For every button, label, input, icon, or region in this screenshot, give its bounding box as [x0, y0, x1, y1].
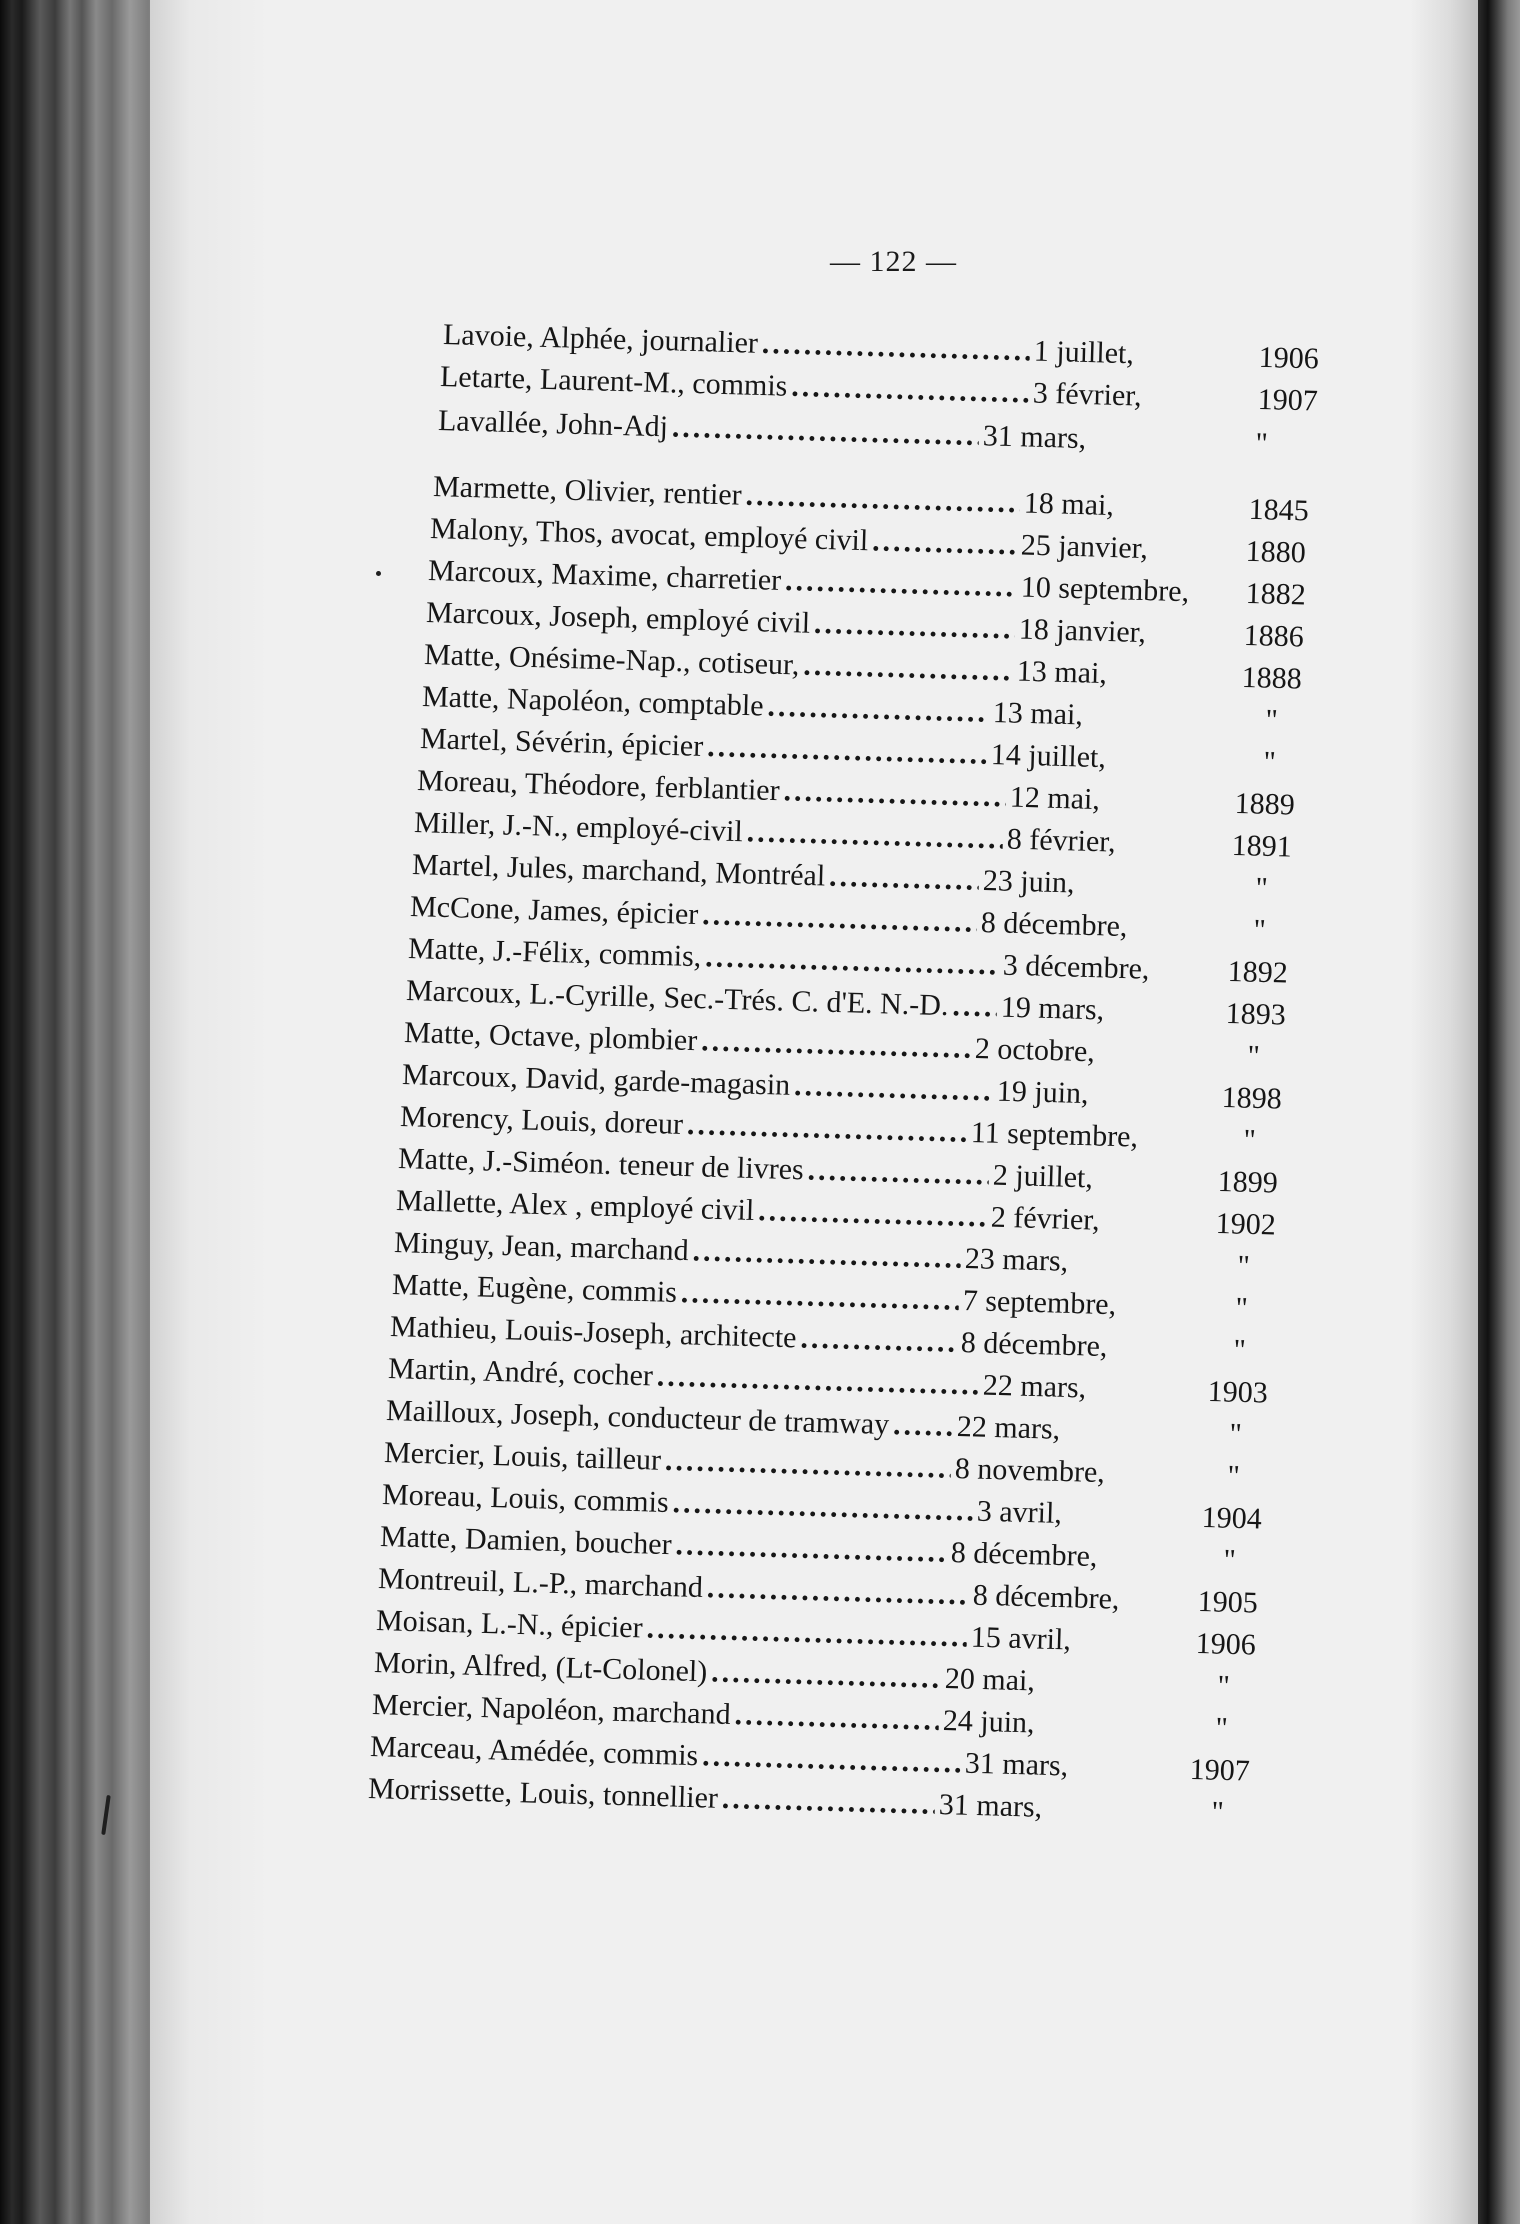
entry-year: ": [1233, 1333, 1247, 1367]
entry-year: 1898: [1221, 1080, 1283, 1116]
entry-date: 13 mai,: [992, 695, 1084, 732]
entry-name: Mercier, Louis, tailleur: [383, 1436, 662, 1477]
entry-name: Letarte, Laurent-M., commis: [439, 360, 788, 403]
entry-date: 8 décembre,: [980, 905, 1128, 944]
entry-year: ": [1227, 1459, 1241, 1493]
entry-name: Moisan, L.-N., épicier: [375, 1604, 644, 1645]
entry-year: 1903: [1207, 1374, 1269, 1410]
dot-leader: [872, 524, 1018, 562]
entry-date: 3 décembre,: [1002, 948, 1150, 986]
dot-leader: [707, 730, 988, 772]
entry-name: McCone, James, épicier: [409, 890, 699, 932]
entry-date: 19 mars,: [1000, 990, 1105, 1027]
entry-name: Moreau, Théodore, ferblantier: [416, 764, 781, 808]
entry-year: 1845: [1248, 492, 1310, 528]
entry-date: 2 février,: [990, 1200, 1101, 1237]
dot-leader: [680, 1276, 959, 1318]
entry-name: Marceau, Amédée, commis: [369, 1730, 699, 1773]
entry-date: 19 juin,: [996, 1074, 1089, 1111]
entry-name: Lavallée, John-Adj: [437, 404, 669, 444]
entry-name: Matte, Damien, boucher: [379, 1520, 673, 1562]
entry-year: 1905: [1197, 1584, 1259, 1620]
entry-date: 13 mai,: [1016, 654, 1108, 691]
dot-leader: [702, 898, 978, 940]
entry-date: 15 avril,: [970, 1620, 1072, 1657]
entry-year: ": [1215, 1711, 1229, 1745]
entry-date: 3 avril,: [976, 1494, 1063, 1530]
entry-date: 20 mai,: [944, 1661, 1036, 1698]
dot-leader: [706, 1571, 969, 1612]
entry-year: 1892: [1227, 954, 1289, 990]
entry-name: Malony, Thos, avocat, employé civil: [429, 512, 869, 558]
entry-year: 1893: [1225, 996, 1287, 1032]
dot-leader: [803, 649, 1014, 689]
dot-leader: [783, 774, 1006, 814]
ink-speck: [376, 571, 381, 576]
entry-year: 1906: [1258, 340, 1320, 376]
entry-name: Martel, Jules, marchand, Montréal: [411, 848, 826, 893]
entry-year: 1907: [1189, 1752, 1251, 1788]
dot-leader: [893, 1408, 954, 1444]
dot-leader: [721, 1782, 935, 1822]
dot-leader: [791, 370, 1029, 411]
entry-year: ": [1263, 745, 1277, 779]
entry-year: 1886: [1243, 618, 1305, 654]
dot-leader: [761, 327, 1030, 368]
entry-name: Martin, André, cocher: [387, 1352, 654, 1393]
entry-date: 31 mars,: [938, 1787, 1043, 1824]
entry-date: 18 janvier,: [1018, 612, 1147, 650]
dot-leader: [702, 1739, 962, 1780]
entry-year: ": [1235, 1291, 1249, 1325]
dot-leader: [745, 479, 1020, 521]
entry-date: 14 juillet,: [990, 737, 1107, 775]
dot-leader: [814, 607, 1016, 647]
dot-leader: [734, 1698, 939, 1738]
entry-year: ": [1237, 1249, 1251, 1283]
dot-leader: [671, 411, 979, 454]
entry-name: Mallette, Alex , employé civil: [395, 1184, 755, 1227]
entry-name: Moreau, Louis, commis: [381, 1478, 670, 1519]
entry-name: Matte, Napoléon, comptable: [421, 680, 765, 723]
dot-leader: [705, 940, 1000, 982]
entry-name: Matte, J.-Félix, commis,: [407, 932, 702, 974]
dot-leader: [672, 1486, 973, 1528]
entry-date: 8 novembre,: [954, 1451, 1106, 1490]
entry-date: 23 mars,: [964, 1241, 1069, 1278]
entry-name: Minguy, Jean, marchand: [393, 1226, 690, 1268]
dot-leader: [785, 564, 1018, 604]
entry-year: ": [1243, 1123, 1257, 1157]
entry-name: Miller, J.-N., employé-civil: [413, 806, 744, 849]
entry-year: 1906: [1195, 1626, 1257, 1662]
entry-date: 22 mars,: [982, 1368, 1087, 1405]
dot-leader: [701, 1024, 972, 1066]
entry-year: ": [1217, 1669, 1231, 1703]
entry-year: 1891: [1231, 828, 1293, 864]
entry-name: Marmette, Olivier, rentier: [432, 470, 743, 512]
entry-year: 1902: [1215, 1206, 1277, 1242]
entry-year: 1880: [1245, 534, 1307, 570]
entry-name: Morin, Alfred, (Lt-Colonel): [373, 1646, 708, 1689]
entry-year: 1889: [1234, 786, 1296, 822]
entry-name: Matte, Octave, plombier: [403, 1016, 698, 1058]
entry-year: ": [1255, 871, 1269, 905]
entry-name: Matte, Eugène, commis: [391, 1268, 678, 1309]
entry-date: 8 décembre,: [950, 1535, 1098, 1574]
entry-date: 2 octobre,: [974, 1031, 1096, 1069]
dot-leader: [800, 1321, 957, 1359]
entry-year: ": [1223, 1543, 1237, 1577]
entry-name: Martel, Sévérin, épicier: [419, 722, 704, 763]
entry-name: Lavoie, Alphée, journalier: [442, 318, 759, 360]
entry-date: 1 juillet,: [1033, 334, 1135, 371]
entry-name: Marcoux, Maxime, charretier: [427, 554, 782, 597]
entry-year: 1907: [1257, 382, 1319, 418]
entry-date: 24 juin,: [942, 1703, 1035, 1740]
entry-year: ": [1255, 426, 1269, 461]
entry-date: 22 mars,: [956, 1409, 1061, 1446]
entry-year: 1882: [1245, 576, 1307, 612]
entry-name: Marcoux, Joseph, employé civil: [425, 596, 811, 640]
dot-leader: [675, 1528, 947, 1570]
entry-date: 31 mars,: [964, 1746, 1069, 1783]
dot-leader: [692, 1234, 961, 1275]
entry-year: ": [1229, 1417, 1243, 1451]
entry-date: 10 septembre,: [1020, 570, 1190, 609]
entry-date: 2 juillet,: [992, 1158, 1094, 1195]
dot-leader: [711, 1655, 942, 1695]
entry-name: Matte, J.-Siméon. teneur de livres: [397, 1142, 805, 1187]
entry-date: 8 décembre,: [972, 1578, 1120, 1616]
entry-year: 1899: [1217, 1164, 1279, 1200]
entry-year: ": [1265, 703, 1279, 737]
entry-name: Mathieu, Louis-Joseph, architecte: [389, 1310, 797, 1355]
dot-leader: [758, 1194, 988, 1234]
entry-date: 12 mai,: [1009, 780, 1101, 817]
entry-year: ": [1247, 1039, 1261, 1073]
entry-name: Montreuil, L.-P., marchand: [377, 1562, 704, 1605]
entry-date: 23 juin,: [982, 863, 1075, 900]
dot-leader: [767, 690, 989, 730]
dot-leader: [794, 1069, 994, 1109]
dot-leader: [746, 815, 1003, 856]
entry-date: 3 février,: [1032, 376, 1143, 413]
entry-name: Matte, Onésime-Nap., cotiseur,: [423, 638, 800, 682]
entry-date: 31 mars,: [982, 419, 1087, 456]
dot-leader: [807, 1153, 989, 1192]
entry-name: Morency, Louis, doreur: [399, 1100, 684, 1141]
dot-leader: [665, 1444, 952, 1486]
entry-year: ": [1211, 1795, 1225, 1829]
entry-date: 7 septembre,: [962, 1283, 1117, 1322]
dot-leader: [829, 860, 980, 898]
page-number: — 122 —: [830, 245, 957, 278]
entry-date: 8 décembre,: [960, 1325, 1108, 1364]
dot-leader: [687, 1108, 968, 1150]
entry-date: 8 février,: [1006, 822, 1117, 859]
entry-year: 1888: [1241, 660, 1303, 696]
entry-name: Marcoux, L.-Cyrille, Sec.-Trés. C. d'E. N.-D.: [405, 974, 949, 1023]
entry-date: 11 septembre,: [970, 1115, 1139, 1154]
entry-name: Mercier, Napoléon, marchand: [371, 1688, 732, 1732]
entry-date: 25 janvier,: [1020, 528, 1149, 566]
entry-name: Morrissette, Louis, tonnellier: [367, 1772, 719, 1815]
entry-name: Mailloux, Joseph, conducteur de tramway: [385, 1394, 890, 1442]
entry-name: Marcoux, David, garde-magasin: [401, 1058, 791, 1102]
entry-date: 18 mai,: [1023, 486, 1115, 523]
entry-year: 1904: [1201, 1500, 1263, 1536]
entry-year: ": [1253, 913, 1267, 947]
dot-leader: [952, 989, 997, 1024]
